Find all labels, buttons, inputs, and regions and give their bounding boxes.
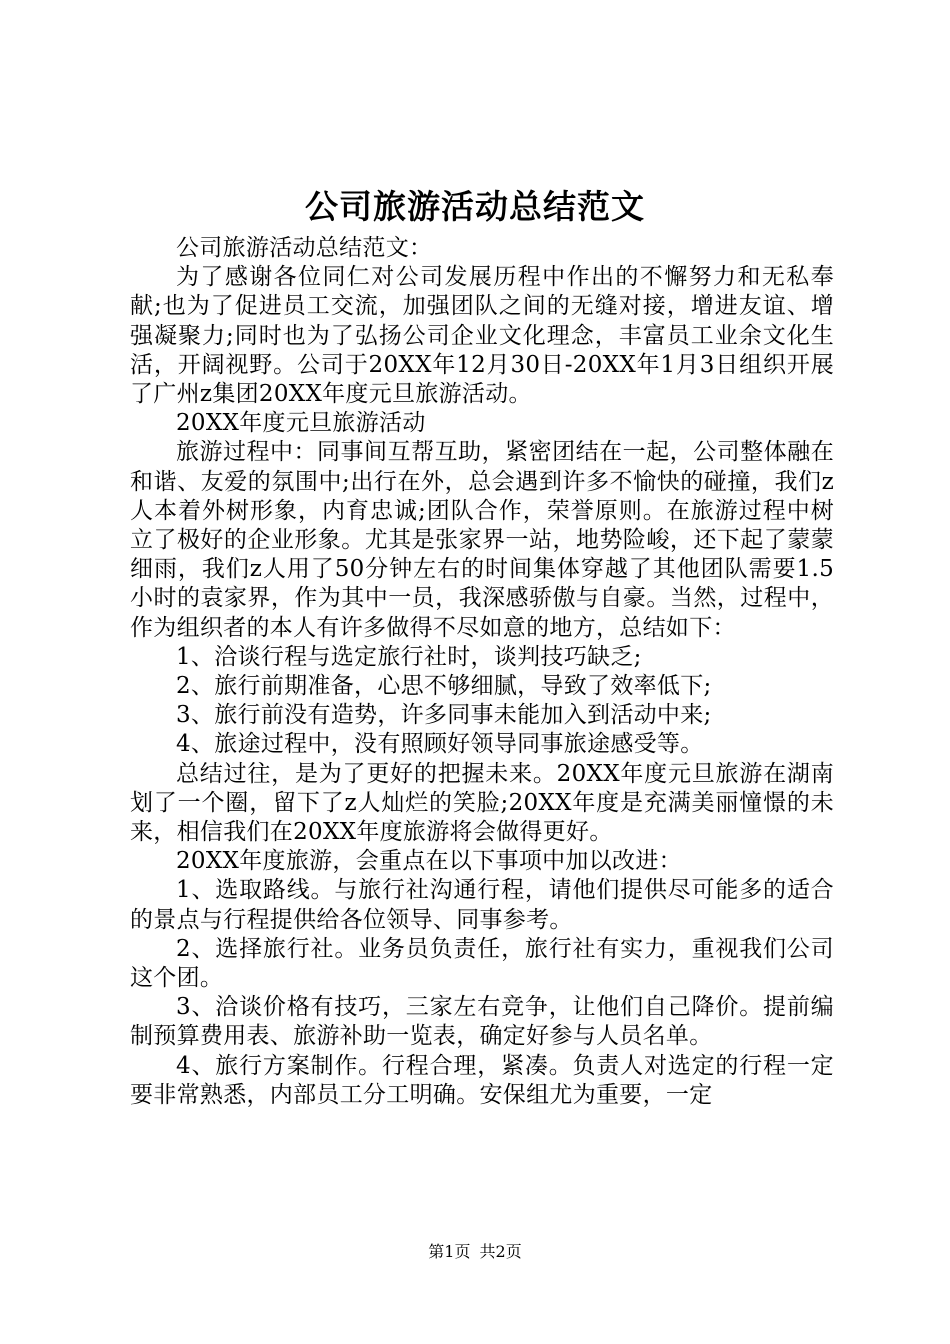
document-body: [130, 234, 834, 1110]
list-item: 2、旅行前期准备，心思不够细腻，导致了效率低下;: [176, 673, 712, 700]
paragraph: 20XX年度旅游，会重点在以下事项中加以改进：: [176, 848, 682, 875]
list-item: 3、旅行前没有造势，许多同事未能加入到活动中来;: [176, 702, 712, 729]
paragraph: 为了感谢各位同仁对公司发展历程中作出的不懈努力和无私奉献;也为了促进员工交流，加强团队之间的无缝对接，增进友谊、增强凝聚力;同时也为了弘扬公司企业文化理念，丰富员工业余文化生活，开阔视野。公司于20XX年12月30日-20XX年1月3日组织开展了广州z集团20XX年度元旦旅游活动。: [130, 264, 834, 408]
list-item: 2、选择旅行社。业务员负责任，旅行社有实力，重视我们公司这个团。: [130, 935, 834, 992]
document-title: 公司旅游活动总结范文: [305, 187, 645, 226]
paragraph: 公司旅游活动总结范文：: [176, 235, 433, 261]
paragraph: 旅游过程中：同事间互帮互助，紧密团结在一起，公司整体融在和谐、友爱的氛围中;出行在外，总会遇到许多不愉快的碰撞，我们z人本着外树形象，内育忠诚;团队合作，荣誉原则。在旅游过程中树立了极好的企业形象。尤其是张家界一站，地势险峻，还下起了蒙蒙细雨，我们z人用了50分钟左右的时间集体穿越了其他团队需要1.5小时的袁家界，作为其中一员，我深感骄傲与自豪。当然，过程中，作为组织者的本人有许多做得不尽如意的地方，总结如下：: [130, 439, 834, 641]
list-item: 4、旅行方案制作。行程合理，紧凑。负责人对选定的行程一定要非常熟悉，内部员工分工明确。安保组尤为重要，一定: [130, 1052, 834, 1108]
list-item: 1、洽谈行程与选定旅行社时，谈判技巧缺乏;: [176, 643, 642, 670]
page-footer: [0, 1241, 950, 1263]
list-item: 3、洽谈价格有技巧，三家左右竞争，让他们自己降价。提前编制预算费用表、旅游补助一览表，确定好参与人员名单。: [130, 994, 834, 1050]
paragraph: 总结过往，是为了更好的把握未来。20XX年度元旦旅游在湖南划了一个圈，留下了z人灿烂的笑脸;20XX年度是充满美丽憧憬的未来，相信我们在20XX年度旅游将会做得更好。: [130, 760, 834, 846]
paragraph: 20XX年度元旦旅游活动: [176, 410, 426, 437]
list-item: 1、选取路线。与旅行社沟通行程，请他们提供尽可能多的适合的景点与行程提供给各位领导、同事参考。: [130, 877, 834, 933]
page-number: 第1页: [428, 1242, 471, 1261]
page-total: 共2页: [479, 1242, 522, 1261]
list-item: 4、旅途过程中，没有照顾好领导同事旅途感受等。: [176, 731, 704, 758]
